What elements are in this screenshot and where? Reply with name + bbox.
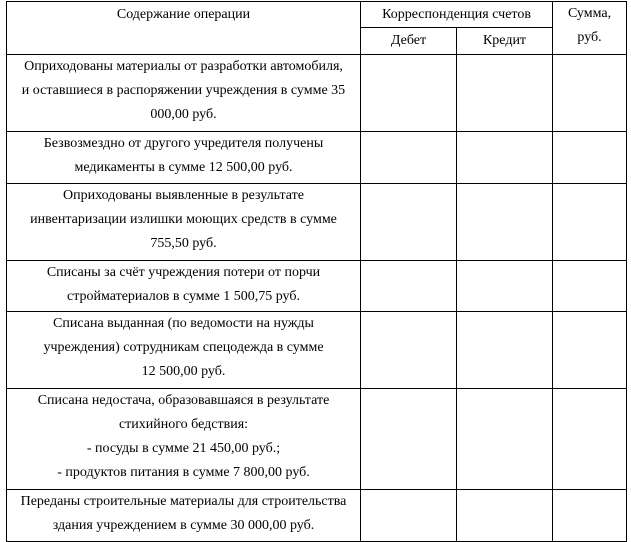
header-debit: Дебет <box>361 28 457 55</box>
operation-text-line: Безвозмездно от другого учредителя получены <box>43 136 324 151</box>
operation-text-line: 12 500,00 руб. <box>141 364 226 379</box>
operation-text-line: Переданы строительные материалы для строительства <box>20 494 347 509</box>
sum-cell[interactable] <box>553 261 627 312</box>
credit-cell[interactable] <box>457 55 553 132</box>
table-row <box>7 490 627 542</box>
operation-cell <box>7 132 361 184</box>
table-row <box>7 184 627 261</box>
operation-cell <box>7 312 361 389</box>
operation-text-line: 000,00 руб. <box>150 107 217 122</box>
operation-text-line: - посуды в сумме 21 450,00 руб.; <box>86 441 281 456</box>
table-row <box>7 389 627 490</box>
operation-text-line: Оприходованы материалы от разработки автомобиля, <box>24 59 343 74</box>
sum-cell[interactable] <box>553 389 627 490</box>
operation-cell <box>7 184 361 261</box>
sum-cell[interactable] <box>553 184 627 261</box>
table-row <box>7 261 627 312</box>
operation-text-line: Оприходованы выявленные в результате <box>63 188 304 203</box>
operation-text-line: учреждения) сотрудникам спецодежда в сумме <box>43 340 324 355</box>
operations-table <box>6 1 627 542</box>
operation-text-line: - продуктов питания в сумме 7 800,00 руб. <box>57 465 310 480</box>
table-row <box>7 312 627 389</box>
credit-cell[interactable] <box>457 490 553 542</box>
debit-cell[interactable] <box>361 389 457 490</box>
header-sum-line-2: руб. <box>577 30 602 45</box>
operation-cell <box>7 490 361 542</box>
sum-cell[interactable] <box>553 55 627 132</box>
operation-text-line: Списана недостача, образовавшаяся в результате <box>37 393 330 408</box>
sum-cell[interactable] <box>553 490 627 542</box>
header-operation: Содержание операции <box>7 2 361 55</box>
debit-cell[interactable] <box>361 312 457 389</box>
operation-text-line: инвентаризации излишки моющих средств в сумме <box>30 212 337 227</box>
operation-cell <box>7 261 361 312</box>
operation-cell <box>7 389 361 490</box>
sum-cell[interactable] <box>553 132 627 184</box>
credit-cell[interactable] <box>457 261 553 312</box>
sum-cell[interactable] <box>553 312 627 389</box>
operation-cell <box>7 55 361 132</box>
debit-cell[interactable] <box>361 132 457 184</box>
debit-cell[interactable] <box>361 490 457 542</box>
debit-cell[interactable] <box>361 55 457 132</box>
table-row <box>7 132 627 184</box>
credit-cell[interactable] <box>457 184 553 261</box>
operation-text-line: стройматериалов в сумме 1 500,75 руб. <box>66 289 300 304</box>
debit-cell[interactable] <box>361 184 457 261</box>
header-correspondence: Корреспонденция счетов <box>361 2 553 28</box>
debit-cell[interactable] <box>361 261 457 312</box>
operation-text-line: Списаны за счёт учреждения потери от порчи <box>46 265 321 280</box>
header-sum-line-1: Сумма, <box>567 6 612 21</box>
operation-text-line: здания учреждением в сумме 30 000,00 руб. <box>52 518 315 533</box>
operation-text-line: стихийного бедствия: <box>118 417 249 432</box>
table-row <box>7 55 627 132</box>
header-row-1 <box>7 2 627 28</box>
operation-text-line: 755,50 руб. <box>150 236 217 251</box>
operation-text-line: Списана выданная (по ведомости на нужды <box>53 316 314 331</box>
operation-text-line: и оставшиеся в распоряжении учреждения в сумме 35 <box>21 83 346 98</box>
operation-text-line: медикаменты в сумме 12 500,00 руб. <box>74 160 293 175</box>
credit-cell[interactable] <box>457 312 553 389</box>
header-credit: Кредит <box>457 28 553 55</box>
credit-cell[interactable] <box>457 132 553 184</box>
header-sum <box>553 2 627 55</box>
credit-cell[interactable] <box>457 389 553 490</box>
